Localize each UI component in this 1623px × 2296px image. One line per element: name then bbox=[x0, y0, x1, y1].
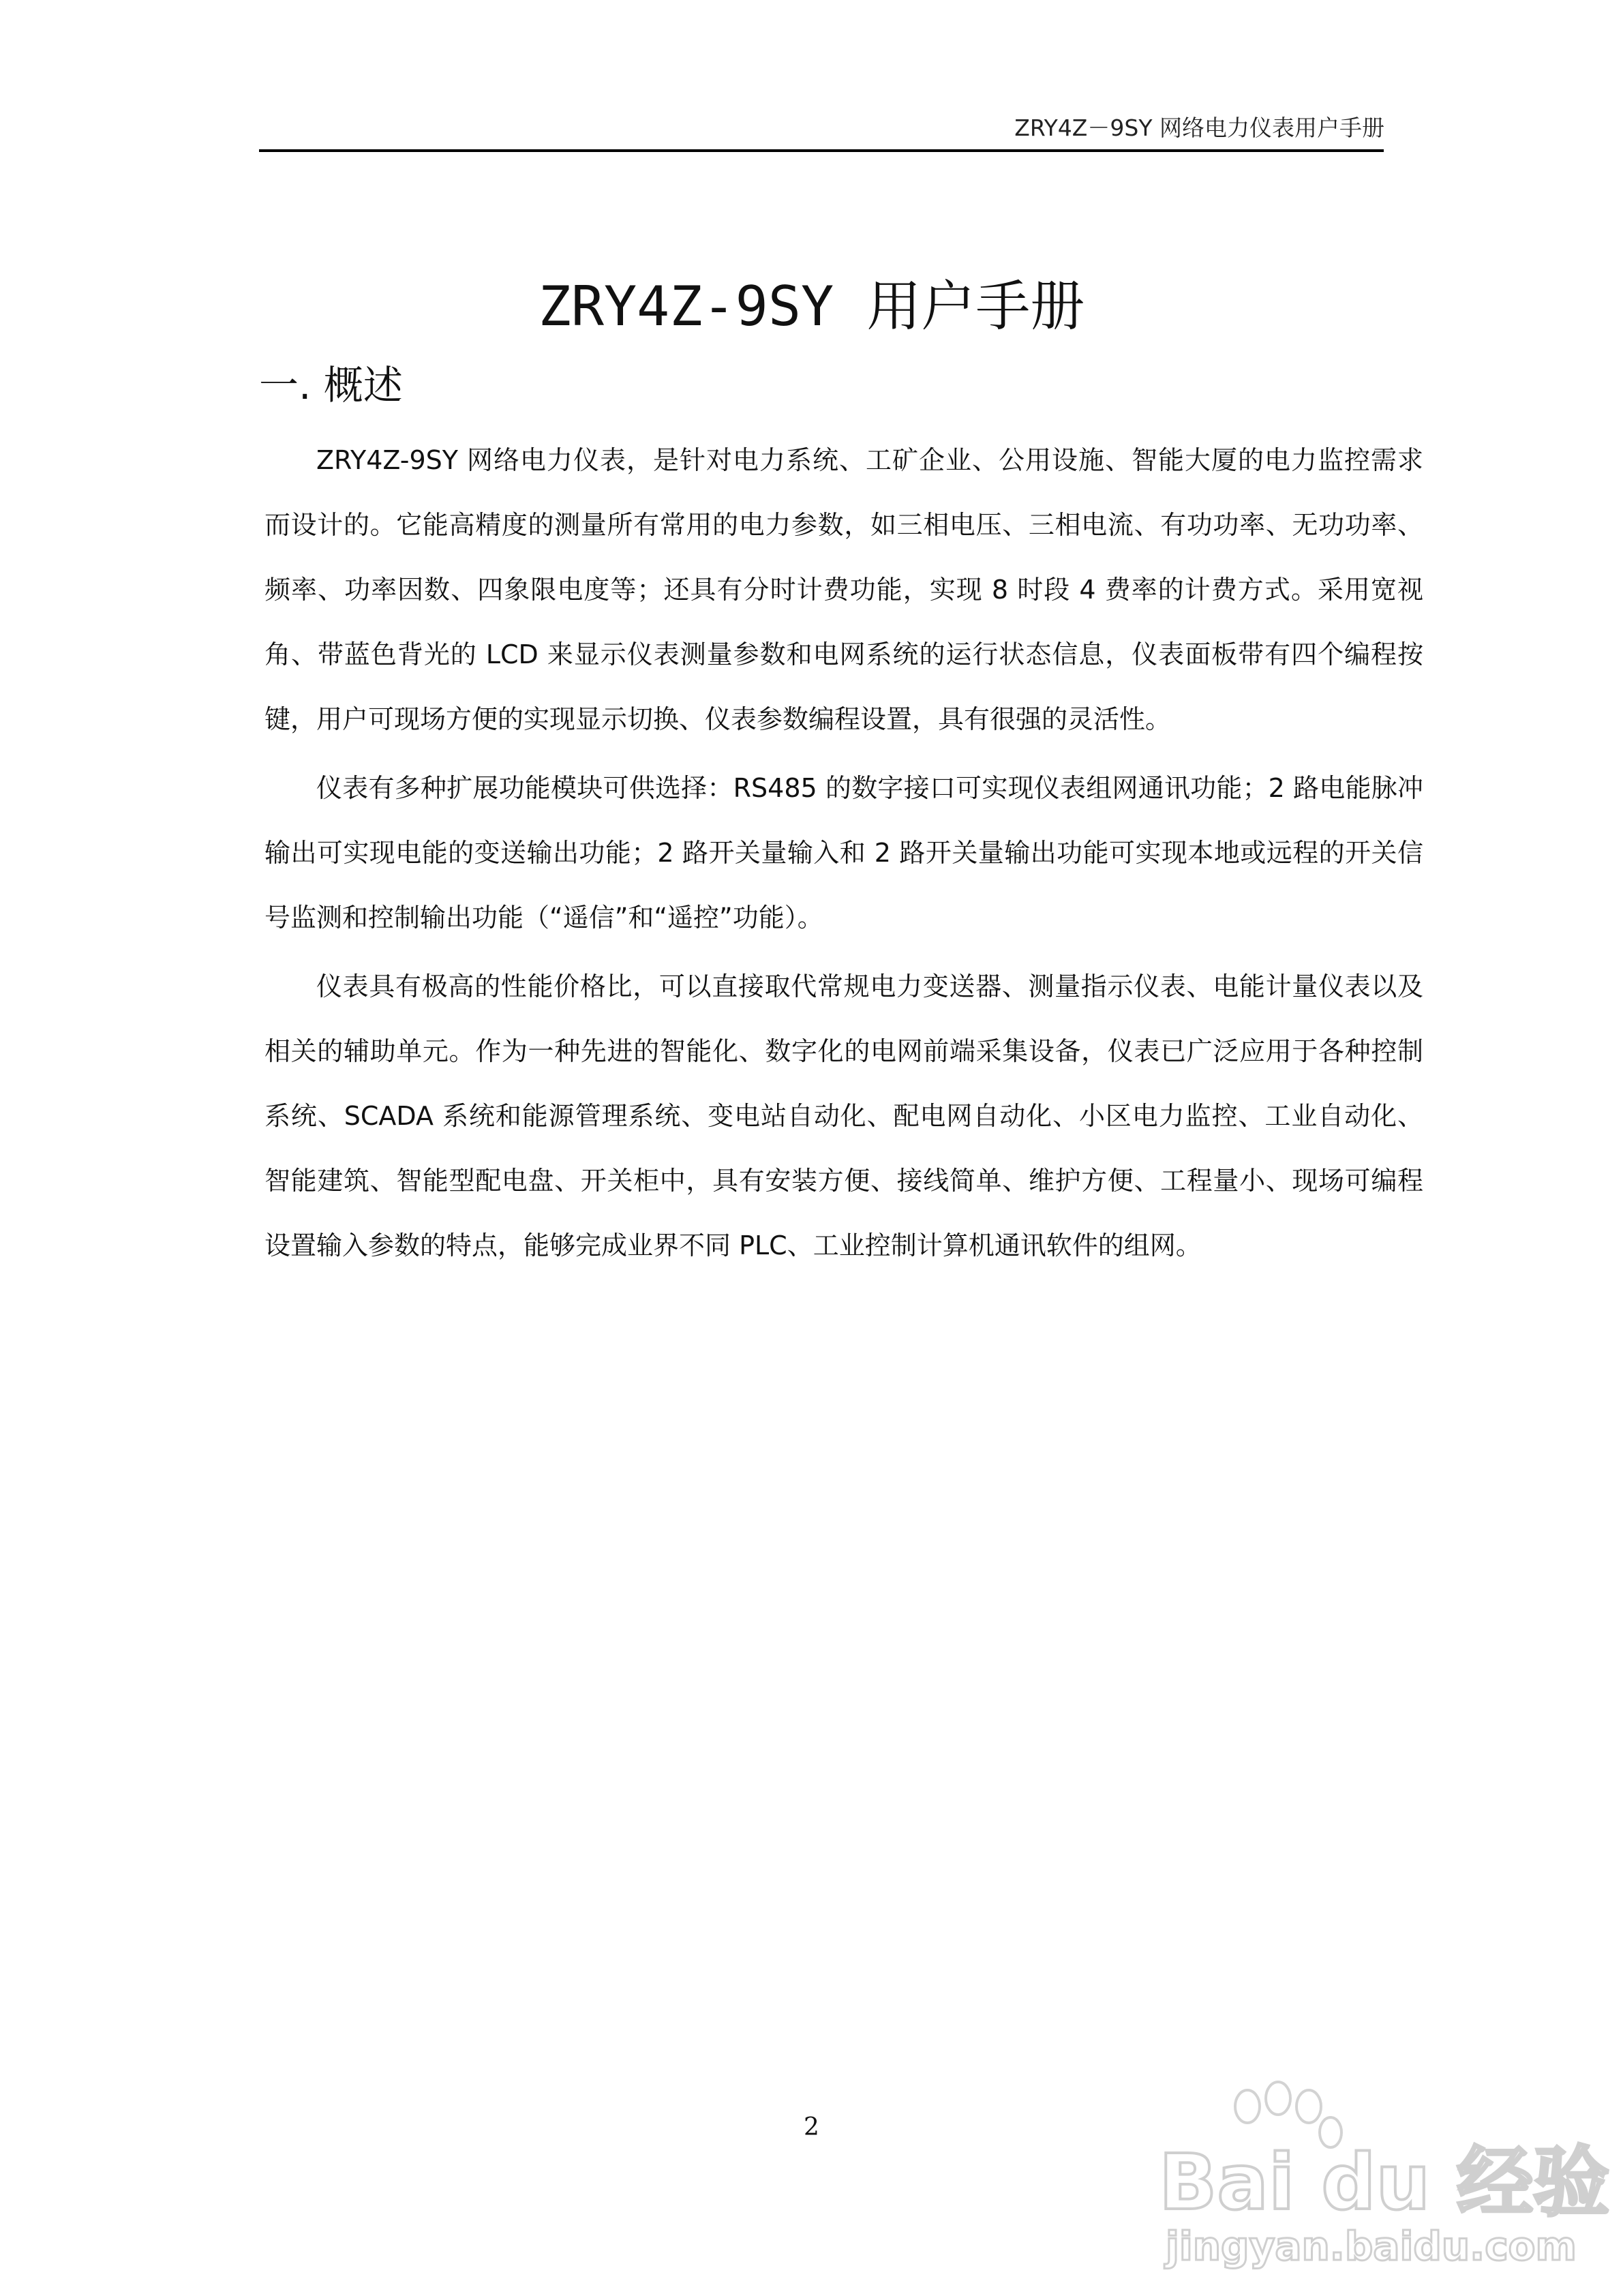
document-title: ZRY4Z-9SY 用户手册 bbox=[538, 275, 1085, 338]
paragraph-3: 仪表具有极高的性能价格比，可以直接取代常规电力变送器、测量指示仪表、电能计量仪表以及相关的辅助单元。作为一种先进的智能化、数字化的电网前端采集设备，仪表已广泛应用于各种控制系统、SCADA 系统和能源管理系统、变电站自动化、配电网自动化、小区电力监控、工业自动化、智能建筑、智能型配电盘、开关柜中，具有安装方便、接线简单、维护方便、工程量小、现场可编程设置输入参数的特点，能够完成业界不同 PLC、工业控制计算机通讯软件的组网。 bbox=[264, 971, 1423, 1260]
section-heading: 一. 概述 bbox=[259, 362, 403, 408]
baidu-jingyan-watermark bbox=[1152, 2079, 1610, 2277]
paw-toe-3 bbox=[1296, 2090, 1321, 2123]
paragraph-1: ZRY4Z-9SY 网络电力仪表，是针对电力系统、工矿企业、公用设施、智能大厦的电力监控需求而设计的。它能高精度的测量所有常用的电力参数，如三相电压、三相电流、有功功率、无功功率、频率、功率因数、四象限电度等；还具有分时计费功能，实现 8 时段 4 费率的计费方式。采用宽视角、带蓝色背光的 LCD 来显示仪表测量参数和电网系统的运行状态信息，仪表面板带有四个编程按键，用户可现场方便的实现显示切换、仪表参数编程设置，具有很强的灵活性。 bbox=[264, 445, 1423, 734]
paragraph-2: 仪表有多种扩展功能模块可供选择：RS485 的数字接口可实现仪表组网通讯功能；2 路电能脉冲输出可实现电能的变送输出功能；2 路开关量输入和 2 路开关量输出功能可实现本地或远程的开关信号监测和控制输出功能（“遥信”和“遥控”功能）。 bbox=[264, 773, 1423, 933]
body-text bbox=[264, 428, 1423, 1282]
running-header: ZRY4Z－9SY 网络电力仪表用户手册 bbox=[1014, 115, 1384, 141]
paw-toe-2 bbox=[1266, 2082, 1290, 2115]
page-number: 2 bbox=[804, 2113, 819, 2141]
watermark-url-text: jingyan.baidu.com bbox=[1166, 2223, 1577, 2269]
watermark-brand-text: Bai du 经验 bbox=[1159, 2139, 1610, 2227]
header-rule bbox=[259, 149, 1384, 152]
paw-toe-1 bbox=[1235, 2090, 1260, 2123]
